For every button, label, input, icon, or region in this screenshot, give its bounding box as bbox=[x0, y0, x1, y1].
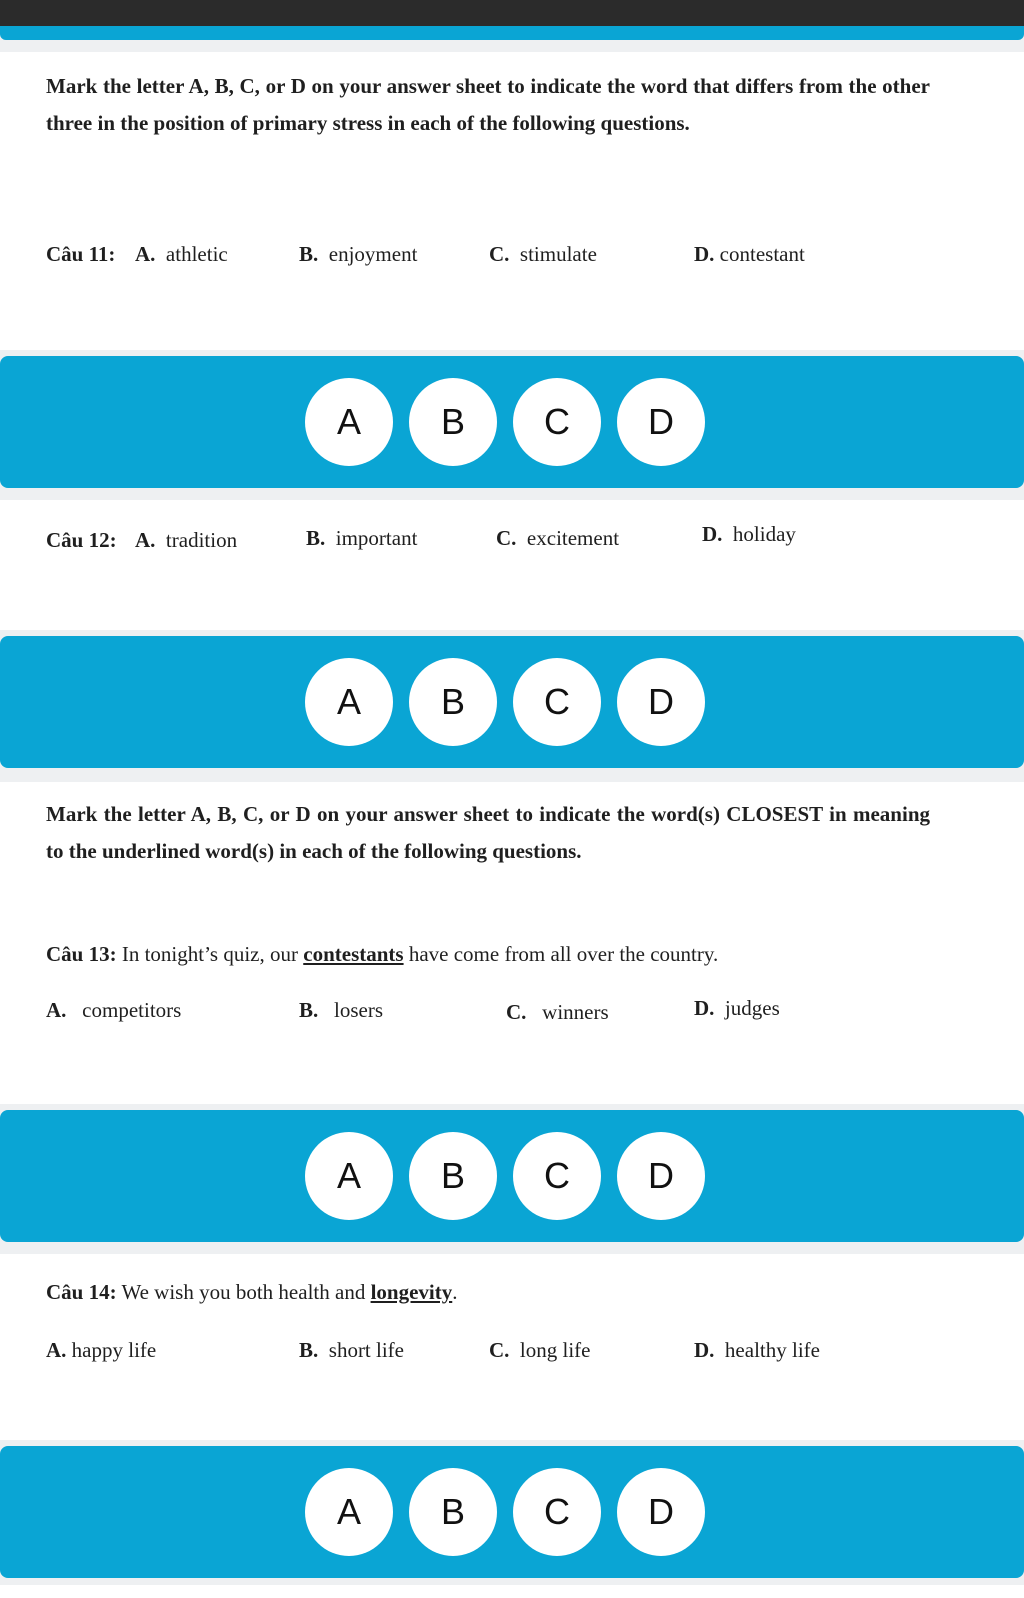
option-a: A. athletic bbox=[135, 242, 228, 266]
answer-d-button[interactable]: D bbox=[617, 1132, 705, 1220]
question-text-end: . bbox=[452, 1280, 458, 1304]
status-bar bbox=[0, 0, 1024, 26]
question-label: Câu 13: bbox=[46, 942, 117, 966]
answer-a-button[interactable]: A bbox=[305, 658, 393, 746]
answer-c-button[interactable]: C bbox=[513, 1132, 601, 1220]
answer-a-button[interactable]: A bbox=[305, 1132, 393, 1220]
option-b: B. enjoyment bbox=[299, 242, 418, 266]
answer-bar-12 bbox=[0, 636, 1024, 768]
question-label: Câu 14: bbox=[46, 1280, 117, 1304]
answer-bar-13 bbox=[0, 1110, 1024, 1242]
option-c: C. excitement bbox=[496, 526, 620, 550]
answer-a-button[interactable]: A bbox=[305, 1468, 393, 1556]
answer-bar-14 bbox=[0, 1446, 1024, 1578]
answer-a-button[interactable]: A bbox=[305, 378, 393, 466]
question-card-11 bbox=[0, 52, 1024, 350]
answer-b-button[interactable]: B bbox=[409, 378, 497, 466]
instruction-stress: Mark the letter A, B, C, or D on your answer sheet to indicate the word that differs from the other three in the position of primary stress in each of the following questions. bbox=[46, 74, 930, 135]
underlined-word: contestants bbox=[303, 942, 404, 966]
question-label: Câu 11: bbox=[46, 242, 116, 266]
option-b: B. important bbox=[306, 526, 418, 550]
option-c: C. long life bbox=[489, 1338, 591, 1362]
option-d: D. contestant bbox=[694, 242, 805, 266]
answer-bar-11 bbox=[0, 356, 1024, 488]
option-c: C. winners bbox=[506, 1000, 609, 1024]
top-accent-strip bbox=[0, 26, 1024, 40]
question-card-13 bbox=[0, 782, 1024, 1104]
question-text-end: have come from all over the country. bbox=[408, 942, 719, 966]
answer-d-button[interactable]: D bbox=[617, 1468, 705, 1556]
answer-b-button[interactable]: B bbox=[409, 658, 497, 746]
answer-d-button[interactable]: D bbox=[617, 378, 705, 466]
answer-b-button[interactable]: B bbox=[409, 1468, 497, 1556]
option-a: A. competitors bbox=[46, 998, 182, 1022]
question-13 bbox=[46, 942, 718, 967]
answer-c-button[interactable]: C bbox=[513, 378, 601, 466]
answer-d-button[interactable]: D bbox=[617, 658, 705, 746]
option-d: D. judges bbox=[694, 996, 780, 1020]
option-a: A. happy life bbox=[46, 1338, 157, 1362]
option-c: C. stimulate bbox=[489, 242, 597, 266]
option-a: A. tradition bbox=[135, 528, 238, 552]
answer-c-button[interactable]: C bbox=[513, 1468, 601, 1556]
next-card-edge bbox=[0, 1585, 1024, 1598]
question-card-14 bbox=[0, 1254, 1024, 1440]
question-label: Câu 12: bbox=[46, 528, 117, 552]
question-text: We wish you both health and bbox=[121, 1280, 366, 1304]
question-text: In tonight’s quiz, our bbox=[121, 942, 298, 966]
option-b: B. losers bbox=[299, 998, 384, 1022]
underlined-word: longevity bbox=[370, 1280, 453, 1304]
question-14 bbox=[46, 1280, 458, 1305]
instruction-closest: Mark the letter A, B, C, or D on your answer sheet to indicate the word(s) CLOSEST in meaning to the underlined word(s) in each of the following questions. bbox=[46, 802, 930, 863]
question-card-12 bbox=[0, 500, 1024, 630]
answer-c-button[interactable]: C bbox=[513, 658, 601, 746]
question-11 bbox=[46, 242, 115, 267]
option-d: D. holiday bbox=[702, 522, 796, 546]
option-d: D. healthy life bbox=[694, 1338, 820, 1362]
answer-b-button[interactable]: B bbox=[409, 1132, 497, 1220]
question-12 bbox=[46, 528, 117, 553]
option-b: B. short life bbox=[299, 1338, 404, 1362]
